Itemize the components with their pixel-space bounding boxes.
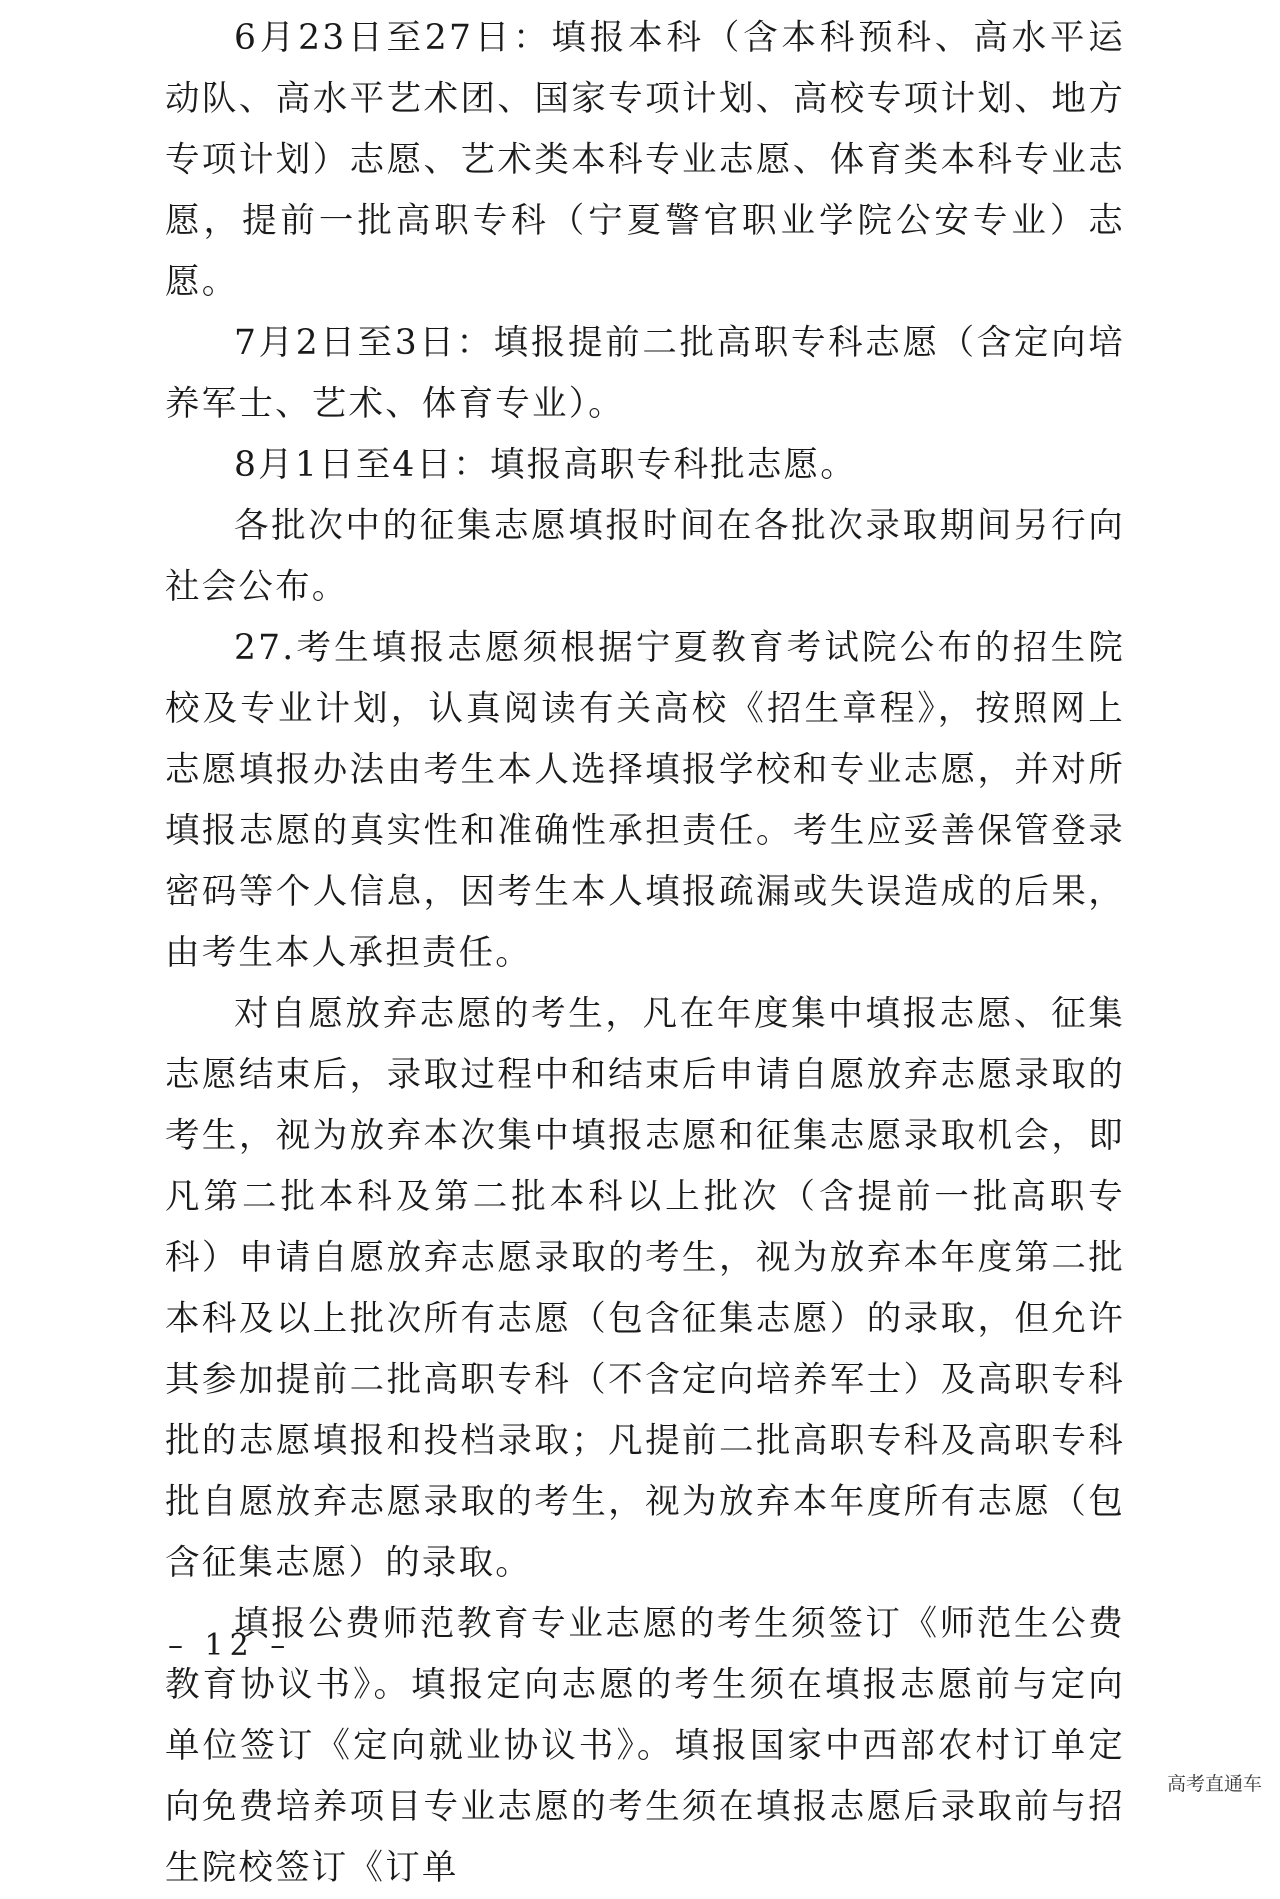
paragraph-voluntary-abandonment: 对自愿放弃志愿的考生，凡在年度集中填报志愿、征集志愿结束后，录取过程中和结束后申请自愿放弃志愿录取的考生，视为放弃本次集中填报志愿和征集志愿录取机会，即凡第二批本科及第二批本科以上批次（含提前一批高职专科）申请自愿放弃志愿录取的考生，视为放弃本年度第二批本科及以上批次所有志愿（包含征集志愿）的录取，但允许其参加提前二批高职专科（不含定向培养军士）及高职专科批的志愿填报和投档录取；凡提前二批高职专科及高职专科批自愿放弃志愿录取的考生，视为放弃本年度所有志愿（包含征集志愿）的录取。 [165,994,1125,1583]
document-page [165,0,1125,1899]
paragraph-agreements: 填报公费师范教育专业志愿的考生须签订《师范生公费教育协议书》。填报定向志愿的考生须在填报志愿前与定向单位签订《定向就业协议书》。填报国家中西部农村订单定向免费培养项目专业志愿的考生须在填报志愿后录取前与招生院校签订《订单 [165,1604,1125,1888]
paragraph-supplementary-volunteer: 各批次中的征集志愿填报时间在各批次录取期间另行向社会公布。 [165,506,1125,607]
paragraph-article-27: 27.考生填报志愿须根据宁夏教育考试院公布的招生院校及专业计划，认真阅读有关高校《招生章程》，按照网上志愿填报办法由考生本人选择填报学校和专业志愿，并对所填报志愿的真实性和准确性承担责任。考生应妥善保管登录密码等个人信息，因考生本人填报疏漏或失误造成的后果，由考生本人承担责任。 [165,628,1125,973]
paragraph-volunteer-schedule-vocational: 8月1日至4日：填报高职专科批志愿。 [234,445,857,485]
watermark: 高考直通车 [1166,1773,1262,1795]
paragraph-volunteer-schedule-advance-second: 7月2日至3日：填报提前二批高职专科志愿（含定向培养军士、艺术、体育专业）。 [165,323,1125,424]
page-number: – 12 – [168,1628,292,1663]
paragraph-volunteer-schedule-undergraduate: 6月23日至27日：填报本科（含本科预科、高水平运动队、高水平艺术团、国家专项计划、高校专项计划、地方专项计划）志愿、艺术类本科专业志愿、体育类本科专业志愿，提前一批高职专科（宁夏警官职业学院公安专业）志愿。 [165,18,1125,302]
